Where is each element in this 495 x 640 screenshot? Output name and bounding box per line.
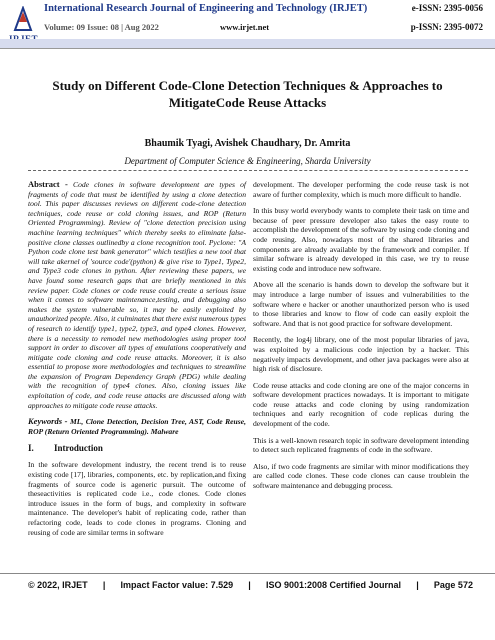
title-separator	[28, 170, 468, 171]
paragraph: Code reuse attacks and code cloning are one of the major concerns in software development practices nowadays. It is important to mitigate code reuse attacks and code cloning by using randomization techniques and early recognition of code replicas during the development of the code.	[253, 380, 469, 429]
footer-sep: |	[102, 580, 106, 590]
footer-iso: ISO 9001:2008 Certified Journal	[265, 580, 402, 590]
abstract-label: Abstract -	[28, 179, 68, 189]
journal-header	[0, 0, 495, 58]
abstract-text: Code clones in software development are types of fragments of code that must be identified by using a clone detection tool. This paper discusses reviews on different code-clone detection techniques, code reuse or cold cloning issues, and ROP (Return Oriented Programming). Review of "clone detection precision using machine learning techniques" which thereby seeks to eliminate false-positive clone classes outlinedby a clone recognition tool. Pyclone: "A Python code clone test bank generator" which testifies a new tool that will take akernel of 'source code'(python) & give rise to Type1, Type2, and Type3 code clones in python. After reviewing these papers, we have found some research gaps that are briefly mentioned in this review paper. Code clones or code reuse could create a serious issue when it comes to software maintenance,testing, and debugging also makes the system vulnerable so, it may be easily exploited by unauthorized people. Also, it culminates that there exist numerous types of research to identify type1, type2, type3, and type4 clones. However, there is a necessity to remodel new methodologies using proper tool support in order to discover all types of emulations cooperatively and mitigate code cloning and code reuse attacks. Moreover, it is also essential to propose more methodologies and techniques to streamline the expansion of Program Dependency Graph (PDG) while dealing with the recognition of type4 clones. Also, cloning issues like exploitation of code, and code reuse attacks are discussed along with approaches to mitigate code reuse attacks.	[28, 180, 247, 410]
right-column	[253, 180, 469, 498]
paragraph: Also, if two code fragments are similar with minor modifications they are called code clones. These code clones can cause troublein the software maintenance and debugging process.	[253, 461, 469, 491]
page-footer	[28, 580, 473, 590]
footer-impact-factor: Impact Factor value: 7.529	[120, 580, 234, 590]
footer-sep: |	[416, 580, 419, 590]
volume-info: Volume: 09 Issue: 08 | Aug 2022	[44, 22, 159, 32]
keywords-label: Keywords -	[28, 416, 68, 427]
footer-page-number: Page 572	[433, 580, 473, 590]
paragraph: development. The developer performing the code reuse task is not aware of further complexity, which is much more difficult to handle.	[253, 180, 469, 199]
paragraph: Recently, the log4j library, one of the most popular libraries of java, was exploited by a malicious code injection by a hacker. This negatively impacts development, and other java packages were also at high risk of disclosure.	[253, 335, 469, 374]
footer-copyright: © 2022, IRJET	[28, 580, 88, 590]
keywords-text: ML, Clone Detection, Decision Tree, AST, Code Reuse, ROP (Return Oriented Programming). Malware	[28, 417, 246, 436]
paper-authors: Bhaumik Tyagi, Avishek Chaudhary, Dr. Amrita	[144, 138, 351, 149]
eissn: e-ISSN: 2395-0056	[411, 3, 483, 13]
keywords	[28, 417, 246, 436]
paragraph: In this busy world everybody wants to complete their task on time and because of peer pressure developer also takes the easy route to accomplish the development of the software by using code cloning and code reusing. Also, nowadays most of the shared libraries and components are already available by the framework and compiler. If similar software is already developed in this case, we try to reuse existing code and introduce new software.	[253, 206, 469, 273]
left-column	[28, 180, 246, 544]
journal-name: International Research Journal of Engineering and Technology (IRJET)	[44, 3, 368, 14]
abstract	[28, 180, 246, 410]
paper-title: Study on Different Code-Clone Detection Techniques & Approaches to MitigateCode Reuse Attacks	[52, 78, 443, 110]
paragraph: This is a well-known research topic in software development intending to detect such replicated fragments of code in the software.	[253, 435, 469, 455]
pissn: p-ISSN: 2395-0072	[410, 22, 483, 32]
irjet-logo-icon	[12, 6, 34, 32]
website-link[interactable]: www.irjet.net	[220, 22, 270, 32]
section-heading-introduction	[28, 443, 246, 453]
header-bar	[0, 39, 495, 48]
section-number: I.	[28, 443, 34, 454]
paper-affiliation: Department of Computer Science & Engineering, Sharda University	[124, 156, 371, 166]
intro-paragraph: In the software development industry, the recent trend is to reuse existing code [17], libraries, components, etc. by replication,and fixing fragments of source code is ageneric pursuit. The outcome of theseactivities is replicated code i.e., code clones. Code clones introduce issues in the form of bugs, and complexity in software maintenance. The developer's habit of replicating code, rather than refactoring code, leads to code clones in programs. Cloning and reusing of code are similar terms in software	[28, 460, 246, 537]
paragraph: Above all the scenario is hands down to develop the software but it may introduce a large number of issues and vulnerabilities to the software where e hacker or another unauthorized person who is used to those libraries and know to flow of code can easily exploit the software. And that is not good practice for software development.	[253, 280, 469, 328]
footer-sep: |	[248, 580, 251, 590]
footer-divider	[0, 573, 495, 574]
header-divider	[0, 48, 495, 49]
section-title: Introduction	[54, 443, 103, 454]
